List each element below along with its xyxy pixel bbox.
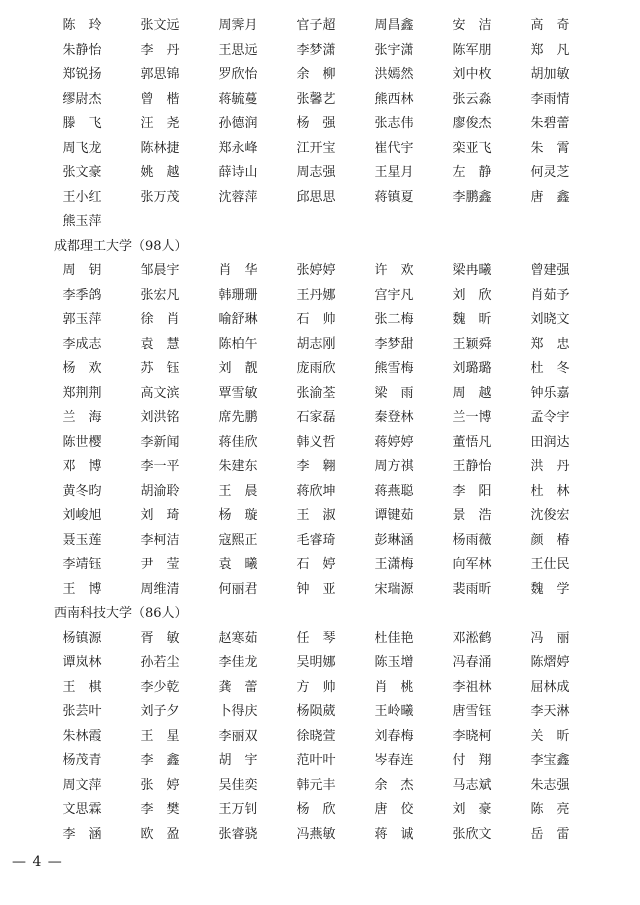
name-row (0, 90, 640, 110)
name-row (0, 702, 640, 722)
name-row (0, 433, 640, 453)
person-name: 胥 敏 (140, 630, 180, 646)
person-name: 李 翱 (296, 459, 336, 474)
person-name: 王 博 (62, 581, 102, 597)
person-name: 汪 尧 (140, 116, 180, 131)
person-name: 钟乐嘉 (530, 385, 570, 401)
person-name: 陈林捷 (140, 140, 180, 156)
person-name: 李丽双 (218, 728, 258, 744)
person-name: 郑永峰 (218, 140, 258, 156)
person-name: 任 琴 (296, 630, 336, 646)
name-row (0, 408, 640, 428)
person-name: 杨 欣 (296, 802, 336, 817)
person-name: 左 静 (452, 165, 492, 180)
person-name: 李 丹 (140, 42, 180, 58)
person-name: 杨镇源 (62, 630, 102, 646)
person-name: 刘春梅 (374, 728, 414, 744)
person-name: 杜佳艳 (374, 630, 414, 646)
person-name: 孙德润 (218, 116, 258, 131)
person-name: 李 鑫 (140, 753, 180, 768)
name-row (0, 482, 640, 502)
person-name: 李梦甜 (374, 336, 414, 352)
person-name: 王 棋 (62, 679, 102, 695)
person-name: 徐 肖 (140, 312, 180, 327)
person-name: 胡 宇 (218, 753, 258, 768)
person-name: 朱林霞 (62, 728, 102, 744)
name-row (0, 629, 640, 649)
person-name: 刘 琦 (140, 508, 180, 523)
person-name: 陈军朋 (452, 42, 492, 58)
person-name: 冯 丽 (530, 630, 570, 646)
person-name: 朱志强 (530, 777, 570, 793)
name-row (0, 16, 640, 36)
person-name: 郑锐扬 (62, 67, 102, 82)
person-name: 李祖林 (452, 679, 492, 695)
person-name: 蒋欣坤 (296, 483, 336, 499)
person-name: 蒋镇夏 (374, 189, 414, 205)
person-name: 刘中枚 (452, 67, 492, 82)
person-name: 屈林成 (530, 679, 570, 695)
person-name: 姚 越 (140, 165, 180, 180)
person-name: 蒋佳欣 (218, 434, 258, 450)
person-name: 裴雨昕 (452, 581, 492, 597)
person-name: 杨陨葳 (296, 704, 336, 719)
person-name: 余 杰 (374, 777, 414, 793)
person-name: 杨 强 (296, 116, 336, 131)
person-name: 熊西林 (374, 91, 414, 107)
person-name: 冯春涌 (452, 655, 492, 670)
person-name: 张文远 (140, 18, 180, 33)
person-name: 蒋燕聪 (374, 483, 414, 499)
person-name: 兰一博 (452, 410, 492, 425)
person-name: 张二梅 (374, 312, 414, 327)
person-name: 滕 飞 (62, 116, 102, 131)
person-name: 郭玉萍 (62, 312, 102, 327)
person-name: 石 婷 (296, 557, 336, 572)
person-name: 蒋毓蔓 (218, 91, 258, 107)
person-name: 陈柏午 (218, 336, 258, 352)
name-row (0, 678, 640, 698)
person-name: 周志强 (296, 165, 336, 180)
person-name: 郑 凡 (530, 42, 570, 58)
person-name: 唐 佼 (374, 802, 414, 817)
person-name: 薛诗山 (218, 165, 258, 180)
person-name: 王 淑 (296, 508, 336, 523)
person-name: 王静怡 (452, 459, 492, 474)
person-name: 梁 雨 (374, 385, 414, 401)
person-name: 刘璐璐 (452, 361, 492, 376)
person-name: 唐雪钰 (452, 704, 492, 719)
person-name: 王潇梅 (374, 557, 414, 572)
person-name: 董悟凡 (452, 434, 492, 450)
person-name: 洪 丹 (530, 459, 570, 474)
person-name: 刘 欣 (452, 287, 492, 303)
name-row (0, 163, 640, 183)
name-row (0, 359, 640, 379)
name-row (0, 114, 640, 134)
person-name: 肖 华 (218, 263, 258, 278)
person-name: 王万钊 (218, 802, 258, 817)
person-name: 郑荆荆 (62, 385, 102, 401)
name-row (0, 310, 640, 330)
person-name: 胡志刚 (296, 336, 336, 352)
person-name: 杜 冬 (530, 361, 570, 376)
person-name: 张宏凡 (140, 287, 180, 303)
person-name: 王星月 (374, 165, 414, 180)
person-name: 秦登林 (374, 410, 414, 425)
person-name: 张婷婷 (296, 263, 336, 278)
person-name: 王仕民 (530, 557, 570, 572)
person-name: 王小红 (62, 189, 102, 205)
person-name: 周 越 (452, 385, 492, 401)
person-name: 李宝鑫 (530, 753, 570, 768)
person-name: 欧 盈 (140, 826, 180, 842)
person-name: 江开宝 (296, 140, 336, 156)
person-name: 周昌鑫 (374, 18, 414, 33)
person-name: 曾建强 (530, 263, 570, 278)
person-name: 罗欣怡 (218, 67, 258, 82)
person-name: 张渝荃 (296, 385, 336, 401)
person-name: 李柯洁 (140, 532, 180, 548)
person-name: 周 钥 (62, 263, 102, 278)
person-name: 李佳龙 (218, 655, 258, 670)
name-row (0, 751, 640, 771)
person-name: 刘晓文 (530, 312, 570, 327)
person-name: 蒋 诚 (374, 826, 414, 842)
person-name: 许 欢 (374, 263, 414, 278)
person-name: 张欣文 (452, 826, 492, 842)
person-name: 高文滨 (140, 385, 180, 401)
person-name: 马志斌 (452, 777, 492, 793)
name-row (0, 531, 640, 551)
person-name: 张志伟 (374, 116, 414, 131)
person-name: 魏 学 (530, 581, 570, 597)
person-name: 刘洪铭 (140, 410, 180, 425)
person-name: 覃雪敏 (218, 385, 258, 401)
person-name: 魏 昕 (452, 312, 492, 327)
person-name: 龚 蕾 (218, 679, 258, 695)
name-row (0, 286, 640, 306)
name-row (0, 506, 640, 526)
person-name: 刘峻旭 (62, 508, 102, 523)
person-name: 向军林 (452, 557, 492, 572)
person-name: 李 樊 (140, 802, 180, 817)
name-row (0, 555, 640, 575)
name-row (0, 65, 640, 85)
name-row (0, 139, 640, 159)
person-name: 毛睿琦 (296, 532, 336, 548)
person-name: 王 晨 (218, 483, 258, 499)
person-name: 刘 豪 (452, 802, 492, 817)
person-name: 聂玉莲 (62, 532, 102, 548)
person-name: 张睿骁 (218, 826, 258, 842)
person-name: 王思远 (218, 42, 258, 58)
person-name: 韩义哲 (296, 434, 336, 450)
name-row (0, 457, 640, 477)
person-name: 张宇潇 (374, 42, 414, 58)
person-name: 栾亚飞 (452, 140, 492, 156)
person-name: 周霁月 (218, 18, 258, 33)
name-row (0, 825, 640, 845)
name-row (0, 727, 640, 747)
person-name: 李晓柯 (452, 728, 492, 744)
person-name: 李靖钰 (62, 557, 102, 572)
person-name: 缪尉杰 (62, 91, 102, 107)
person-name: 席先鹏 (218, 410, 258, 425)
person-name: 卜得庆 (218, 704, 258, 719)
person-name: 蒋婷婷 (374, 434, 414, 450)
person-name: 袁 慧 (140, 336, 180, 352)
person-name: 李鹏鑫 (452, 189, 492, 205)
person-name: 朱碧蕾 (530, 116, 570, 131)
person-name: 周方祺 (374, 459, 414, 474)
person-name: 刘子夕 (140, 704, 180, 719)
person-name: 余 柳 (296, 67, 336, 82)
person-name: 杜 林 (530, 483, 570, 499)
person-name: 张云淼 (452, 91, 492, 107)
person-name: 杨 欢 (62, 361, 102, 376)
person-name: 熊玉萍 (62, 214, 102, 229)
person-name: 官子超 (296, 18, 336, 33)
person-name: 郭思锦 (140, 67, 180, 82)
name-row (0, 261, 640, 281)
person-name: 李成志 (62, 336, 102, 352)
name-row (0, 384, 640, 404)
person-name: 李天淋 (530, 704, 570, 719)
person-name: 邓 博 (62, 459, 102, 474)
name-row (0, 776, 640, 796)
page-number: — 4 — (12, 854, 63, 870)
person-name: 李 阳 (452, 483, 492, 499)
person-name: 朱建东 (218, 459, 258, 474)
name-row (0, 653, 640, 673)
person-name: 何丽君 (218, 581, 258, 597)
name-row (0, 188, 640, 208)
person-name: 谭键茹 (374, 508, 414, 523)
person-name: 张万茂 (140, 189, 180, 205)
person-name: 文思霖 (62, 802, 102, 817)
person-name: 谭岚林 (62, 655, 102, 670)
person-name: 吴明娜 (296, 655, 336, 670)
person-name: 关 昕 (530, 728, 570, 744)
person-name: 兰 海 (62, 410, 102, 425)
person-name: 付 翔 (452, 753, 492, 768)
person-name: 周飞龙 (62, 140, 102, 156)
person-name: 寇熙正 (218, 532, 258, 548)
person-name: 高 奇 (530, 18, 570, 33)
person-name: 王岭曦 (374, 704, 414, 719)
person-name: 李梦潇 (296, 42, 336, 58)
person-name: 宋瑞源 (374, 581, 414, 597)
person-name: 周文萍 (62, 777, 102, 793)
person-name: 黄冬昀 (62, 483, 102, 499)
name-row (0, 212, 640, 232)
person-name: 韩珊珊 (218, 287, 258, 303)
person-name: 沈蓉萍 (218, 189, 258, 205)
name-row (0, 800, 640, 820)
person-name: 廖俊杰 (452, 116, 492, 131)
person-name: 苏 钰 (140, 361, 180, 376)
person-name: 吴佳奕 (218, 777, 258, 793)
person-name: 胡加敏 (530, 67, 570, 82)
person-name: 张文豪 (62, 165, 102, 180)
person-name: 张馨艺 (296, 91, 336, 107)
person-name: 颜 椿 (530, 532, 570, 548)
person-name: 徐晓萱 (296, 728, 336, 744)
person-name: 陈世樱 (62, 434, 102, 450)
person-name: 景 浩 (452, 508, 492, 523)
person-name: 王颖舜 (452, 336, 492, 352)
person-name: 李季鸽 (62, 287, 102, 303)
person-name: 刘 靓 (218, 361, 258, 376)
person-name: 何灵芝 (530, 165, 570, 180)
person-name: 韩元丰 (296, 777, 336, 793)
name-row (0, 41, 640, 61)
person-name: 安 洁 (452, 18, 492, 33)
person-name: 方 帅 (296, 679, 336, 695)
person-name: 崔代宇 (374, 140, 414, 156)
person-name: 唐 鑫 (530, 189, 570, 205)
person-name: 熊雪梅 (374, 361, 414, 376)
person-name: 孟令宇 (530, 410, 570, 425)
person-name: 肖 桃 (374, 679, 414, 695)
person-name: 邱思思 (296, 189, 336, 205)
person-name: 郑 忠 (530, 336, 570, 352)
person-name: 李一平 (140, 459, 180, 474)
person-name: 朱 霄 (530, 140, 570, 156)
person-name: 陈 亮 (530, 802, 570, 817)
person-name: 喻舒琳 (218, 312, 258, 327)
person-name: 邓淞鹤 (452, 630, 492, 646)
person-name: 王丹娜 (296, 287, 336, 303)
person-name: 李少乾 (140, 679, 180, 695)
section-title: 西南科技大学（86人） (54, 606, 188, 621)
person-name: 曾 楷 (140, 91, 180, 107)
person-name: 岳 雷 (530, 826, 570, 842)
person-name: 石 帅 (296, 312, 336, 327)
person-name: 杨茂青 (62, 753, 102, 768)
person-name: 范叶叶 (296, 753, 336, 768)
name-row (0, 580, 640, 600)
person-name: 王 星 (140, 728, 180, 744)
person-name: 孙若尘 (140, 655, 180, 670)
person-name: 田润达 (530, 434, 570, 450)
name-row (0, 335, 640, 355)
person-name: 岑春连 (374, 753, 414, 768)
person-name: 杨雨薇 (452, 532, 492, 548)
person-name: 李 涵 (62, 826, 102, 842)
person-name: 彭琳涵 (374, 532, 414, 548)
person-name: 袁 曦 (218, 557, 258, 572)
section-title: 成都理工大学（98人） (54, 238, 188, 254)
person-name: 陈玉增 (374, 655, 414, 670)
person-name: 梁冉曦 (452, 263, 492, 278)
person-name: 沈俊宏 (530, 508, 570, 523)
person-name: 胡渝聆 (140, 483, 180, 499)
person-name: 李雨情 (530, 91, 570, 107)
person-name: 陈熠婷 (530, 655, 570, 670)
person-name: 冯燕敏 (296, 826, 336, 842)
person-name: 张 婷 (140, 777, 180, 793)
person-name: 张芸叶 (62, 704, 102, 719)
person-name: 朱静怡 (62, 42, 102, 58)
person-name: 肖茹予 (530, 287, 570, 303)
person-name: 钟 亚 (296, 581, 336, 597)
person-name: 庞雨欣 (296, 361, 336, 376)
person-name: 邹晨宇 (140, 263, 180, 278)
person-name: 洪嫣然 (374, 67, 414, 82)
person-name: 石家磊 (296, 410, 336, 425)
person-name: 宫宇凡 (374, 287, 414, 303)
person-name: 李新闻 (140, 434, 180, 450)
person-name: 陈 玲 (62, 18, 102, 33)
person-name: 赵寒茹 (218, 630, 258, 646)
person-name: 周维清 (140, 581, 180, 597)
person-name: 尹 莹 (140, 557, 180, 572)
person-name: 杨 璇 (218, 508, 258, 523)
